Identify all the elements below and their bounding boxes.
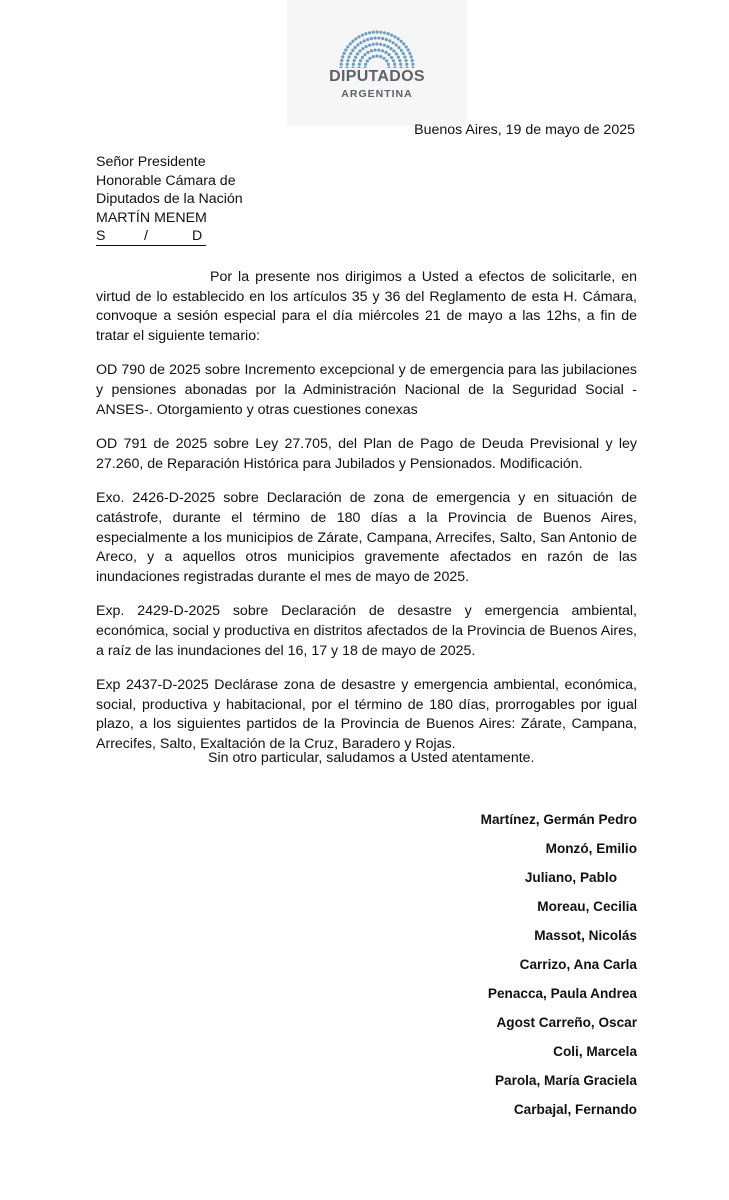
recipient-name: MARTÍN MENEM — [96, 209, 207, 226]
dome-dot — [368, 57, 371, 60]
agenda-item: Exp 2437-D-2025 Declárase zona de desastre y emergencia ambiental, económica, social, productiva y habitacional, por el término de 180 días, prorrogables por igual plazo, a los siguientes partidos de la Provincia de Buenos Aires: Zárate, Campana, Arrecifes, Salto, Exaltación de la Cruz, Baradero y Rojas. — [96, 677, 637, 752]
dome-dot — [392, 49, 395, 52]
dome-dot — [411, 59, 414, 62]
dome-dot — [354, 56, 357, 59]
dome-dot — [393, 63, 396, 66]
sd-line — [96, 227, 243, 252]
signatory: Juliano, Pablo — [524, 870, 617, 885]
signatory: Agost Carreño, Oscar — [496, 1015, 637, 1030]
dome-dot — [411, 63, 414, 66]
dome-dot — [392, 59, 395, 62]
dome-dot — [397, 56, 400, 59]
dome-dot — [363, 39, 366, 42]
agenda-item: Exo. 2426-D-2025 sobre Declaración de zona de emergencia y en situación de catástrofe, durante el término de 180 días a la Provincia de Buenos Aires, especialmente a los municipios de Zárate, Campana, Arrecifes, Salto, San Antonio de Areco, y a aquellos otros municipios gravemente afectados en razón de las inundaciones registradas durante el mes de mayo de 2025. — [96, 490, 637, 585]
dome-dot — [372, 43, 375, 46]
dome-dot — [404, 59, 407, 62]
dome-dot — [387, 63, 390, 66]
dome-dot — [377, 49, 380, 52]
signatory: Massot, Nicolás — [534, 928, 637, 943]
dome-dot — [361, 47, 364, 50]
dome-dot — [393, 35, 396, 38]
dome-dot — [353, 59, 356, 62]
dome-dot — [405, 63, 408, 66]
dome-dot — [354, 46, 357, 49]
dome-dot — [364, 63, 367, 66]
dome-dot — [374, 36, 377, 39]
dome-dot — [351, 49, 354, 52]
dome-dot — [366, 59, 369, 62]
dome-dot — [363, 53, 366, 56]
dome-dot — [364, 32, 367, 35]
dome-dot — [359, 59, 362, 62]
dome-dot — [407, 48, 410, 51]
dome-dot — [403, 55, 406, 58]
recipient-line: Honorable Cámara de — [96, 172, 236, 189]
dome-dot — [349, 52, 352, 55]
logo-country: ARGENTINA — [341, 88, 413, 100]
dome-dot — [358, 63, 361, 66]
dome-dot — [382, 57, 385, 60]
dome-dot — [366, 38, 369, 41]
dome-dot — [375, 42, 378, 45]
dome-dot — [398, 59, 401, 62]
dome-dot — [365, 45, 368, 48]
dome-dot — [340, 63, 343, 66]
dome-dot — [346, 45, 349, 48]
signatory: Martínez, Germán Pedro — [480, 812, 637, 827]
dome-dot — [375, 30, 378, 33]
dome-dot — [405, 45, 408, 48]
dome-dot — [357, 35, 360, 38]
signatory: Monzó, Emilio — [545, 841, 637, 856]
recipient-block — [96, 153, 243, 252]
dome-dot — [379, 55, 382, 58]
sd-d: D — [192, 228, 203, 244]
signatory: Coli, Marcela — [553, 1044, 637, 1059]
dome-dot — [368, 44, 371, 47]
dome-dot — [402, 52, 405, 55]
dome-dot — [397, 37, 400, 40]
signatory: Carbajal, Fernando — [513, 1102, 637, 1117]
dome-dot — [343, 52, 346, 55]
dome-dot — [410, 55, 413, 58]
sd-s: S — [96, 228, 106, 244]
letter-body — [96, 268, 637, 769]
sd-slash: / — [144, 228, 148, 244]
dome-dot — [381, 49, 384, 52]
dome-dot — [351, 40, 354, 43]
agenda-item: Exp. 2429-D-2025 sobre Declaración de desastre y emergencia ambiental, económica, social y productiva en distritos afectados de la Provincia de Buenos Aires, a raíz de las inundaciones del 16, 17 y 18 de mayo de 2025. — [96, 603, 637, 659]
dome-dot — [354, 37, 357, 40]
dome-dot — [346, 59, 349, 62]
agenda-item: OD 791 de 2025 sobre Ley 27.705, del Plan de Pago de Deuda Previsional y ley 27.260, de Reparación Histórica para Jubilados y Pensionados. Modificación. — [96, 436, 637, 472]
dome-dot — [356, 43, 359, 46]
signatory: Parola, María Graciela — [494, 1073, 637, 1088]
dome-dot — [344, 48, 347, 51]
dome-dot — [370, 49, 373, 52]
agenda-item: OD 790 de 2025 sobre Incremento excepcional y de emergencia para las jubilaciones y pensiones abonadas por la Administración Nacional de la Seguridad Social -ANSES-. Otorgamiento y otras cuestiones conexas — [96, 362, 637, 418]
dome-dot — [366, 51, 369, 54]
dome-dot — [379, 31, 382, 34]
dome-dot — [395, 43, 398, 46]
dome-dot — [383, 31, 386, 34]
dome-dot — [377, 36, 380, 39]
dome-dot — [387, 32, 390, 35]
dome-dot — [361, 34, 364, 37]
dome-dot — [391, 41, 394, 44]
dome-dot — [395, 52, 398, 55]
signatory: Carrizo, Ana Carla — [519, 957, 637, 972]
dome-dot — [359, 41, 362, 44]
dome-dot — [381, 37, 384, 40]
letterhead-logo — [287, 0, 467, 126]
dome-dot — [372, 55, 375, 58]
dome-dot — [390, 47, 393, 50]
dome-dot — [388, 39, 391, 42]
closing-line: Sin otro particular, saludamos a Usted atentamente. — [208, 750, 535, 766]
intro-paragraph: Por la presente nos dirigimos a Usted a efectos de solicitarle, en virtud de lo establecido en los artículos 35 y 36 del Reglamento de esta H. Cámara, convoque a sesión especial para el día miércoles 21 de mayo a las 12hs, a fin de tratar el siguiente temario: — [96, 269, 637, 344]
dome-dot — [352, 63, 355, 66]
dome-dot — [402, 42, 405, 45]
dome-dot — [400, 49, 403, 52]
dome-dot — [390, 34, 393, 37]
dome-dot — [374, 49, 377, 52]
dome-dot — [341, 55, 344, 58]
logo-name: DIPUTADOS — [329, 68, 425, 85]
dome-dot — [397, 46, 400, 49]
dome-dot — [385, 38, 388, 41]
date-line: Buenos Aires, 19 de mayo de 2025 — [414, 122, 635, 138]
dome-dot — [385, 59, 388, 62]
dome-dot — [356, 52, 359, 55]
dome-dot — [370, 37, 373, 40]
dome-dot — [349, 42, 352, 45]
dome-dot — [390, 56, 393, 59]
dome-dot — [375, 54, 378, 57]
recipient-line: Señor Presidente — [96, 154, 206, 170]
dome-dot — [379, 43, 382, 46]
dome-dot — [340, 59, 343, 62]
dome-dot — [368, 31, 371, 34]
dome-dot — [348, 55, 351, 58]
dome-dot — [399, 40, 402, 43]
dome-dot — [358, 49, 361, 52]
dome-dot — [387, 53, 390, 56]
dome-dot — [408, 52, 411, 55]
dome-dot — [361, 56, 364, 59]
dome-dot — [386, 45, 389, 48]
dome-dot — [346, 63, 349, 66]
dome-dot — [384, 51, 387, 54]
recipient-line: Diputados de la Nación — [96, 191, 243, 207]
dome-dot — [399, 63, 402, 66]
signatory: Penacca, Paula Andrea — [487, 986, 637, 1001]
congress-dome-icon — [327, 28, 427, 68]
dome-dot — [372, 31, 375, 34]
dome-dot — [383, 44, 386, 47]
signatory: Moreau, Cecilia — [537, 899, 637, 914]
